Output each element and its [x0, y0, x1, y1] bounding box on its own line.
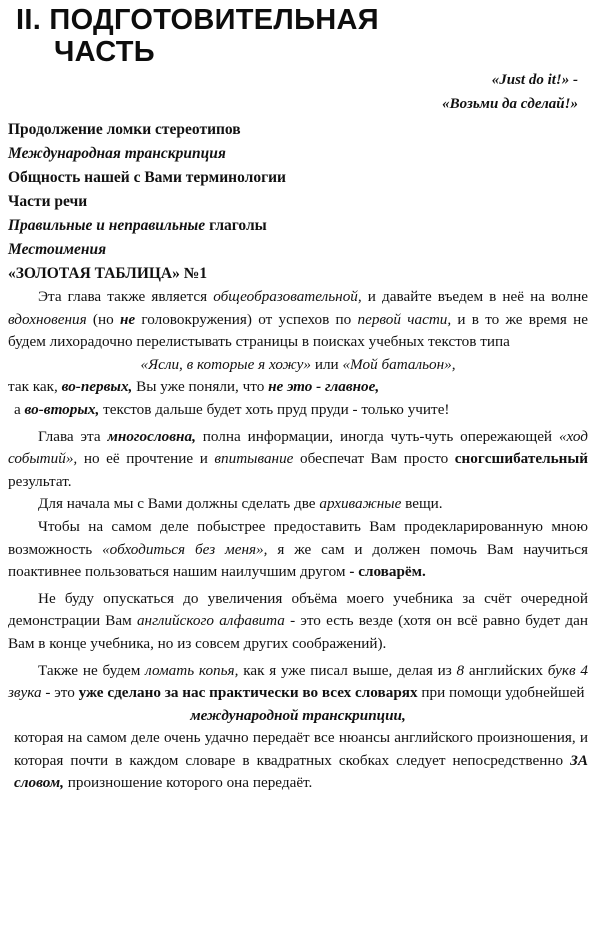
paragraph: Эта глава также является общеобразовательной, и давайте въедем в неё на волне вдохновения (но не головокружения) от успехов по первой части, и в то же время не будем лихорадочно перелистывать страницы в поисках учебных текстов типа — [8, 288, 588, 351]
paragraph: так как, во-первых, Вы уже поняли, что не это - главное, — [8, 378, 380, 396]
contents-item-part: Правильные и неправильные — [8, 217, 206, 234]
chapter-title — [16, 4, 379, 68]
contents-item: Международная транскрипция — [8, 145, 226, 162]
body-text — [8, 286, 588, 795]
paragraph: Не буду опускаться до увеличения объёма моего учебника за счёт очередной демонстрации Вам английского алфавита - это есть везде (хотя он всё равно будет дан Вам в конце учебника, но из совсем других соображений). — [8, 589, 588, 652]
contents-item: «ЗОЛОТАЯ ТАБЛИЦА» №1 — [8, 265, 208, 282]
paragraph: «Ясли, в которые я хожу» или «Мой батальон», — [140, 355, 456, 373]
epigraph-line-1: «Just do it!» - — [491, 72, 578, 88]
chapter-title-line-1: II. ПОДГОТОВИТЕЛЬНАЯ — [16, 4, 379, 36]
contents-item-part: глаголы — [209, 217, 267, 234]
epigraph-line-2: «Возьми да сделай!» — [442, 96, 578, 112]
contents-item — [8, 214, 568, 238]
contents-item: Местоимения — [8, 241, 107, 258]
contents-item: Части речи — [8, 193, 88, 210]
contents-item: Продолжение ломки стереотипов — [8, 121, 241, 138]
chapter-contents — [8, 118, 568, 286]
paragraph: Чтобы на самом деле побыстрее предоставить Вам продекларированную мною возможность «обходиться без меня», я же сам и должен помочь Вам научиться поактивнее пользоваться нашим наилучшим другом - словарём. — [8, 517, 589, 581]
paragraph: Также не будем ломать копья, как я уже писал выше, делая из 8 английских букв 4 звука - это уже сделано за нас практически во всех словарях при помощи удобнейшей — [8, 661, 588, 702]
paragraph: Глава эта многословна, полна информации, иногда чуть-чуть опережающей «ход событий», но её прочтение и впитывание обеспечат Вам просто сногсшибательный результат. — [8, 427, 588, 490]
paragraph: международной транскрипции, — [190, 706, 406, 724]
chapter-title-line-2: ЧАСТЬ — [54, 36, 155, 68]
epigraph — [338, 68, 578, 116]
paragraph: а во-вторых, текстов дальше будет хоть пруд пруди - только учите! — [14, 400, 450, 418]
paragraph: которая на самом деле очень удачно передаёт все нюансы английского произношения, и которая почти в каждом словаре в квадратных скобках следует непосредственно ЗА словом, произношение которого она передаёт. — [14, 729, 588, 792]
contents-item: Общность нашей с Вами терминологии — [8, 169, 286, 186]
paragraph: Для начала мы с Вами должны сделать две архиважные вещи. — [38, 495, 443, 513]
